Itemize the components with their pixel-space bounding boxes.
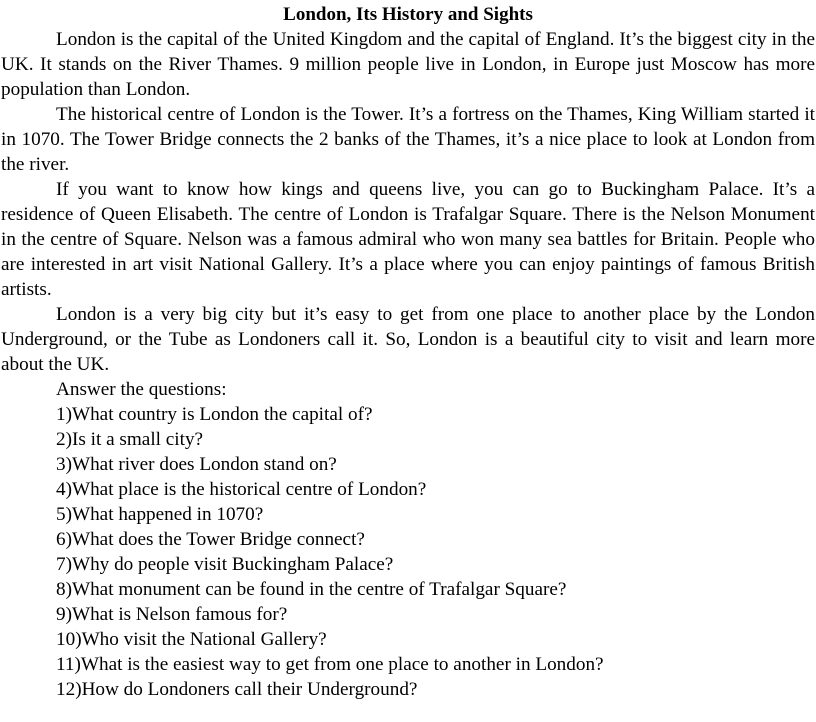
paragraph-underground: London is a very big city but it’s easy to get from one place to another place by the London Underground, or the Tube as Londoners call it. So, London is a beautiful city to visit and learn more about the UK.	[1, 304, 815, 375]
question-item: 9)What is Nelson famous for?	[56, 604, 288, 625]
questions-list	[1, 402, 815, 702]
question-item: 8)What monument can be found in the centre of Trafalgar Square?	[56, 579, 567, 600]
question-item: 5)What happened in 1070?	[56, 504, 264, 525]
question-item: 6)What does the Tower Bridge connect?	[56, 529, 365, 550]
question-item: 11)What is the easiest way to get from one place to another in London?	[56, 654, 604, 675]
question-item: 2)Is it a small city?	[56, 429, 204, 450]
document-title: London, Its History and Sights	[283, 4, 533, 25]
question-item: 7)Why do people visit Buckingham Palace?	[56, 554, 394, 575]
paragraph-intro: London is the capital of the United Kingdom and the capital of England. It’s the biggest city in the UK. It stands on the River Thames. 9 million people live in London, in Europe just Moscow has more population than London.	[1, 29, 815, 100]
paragraph-tower: The historical centre of London is the Tower. It’s a fortress on the Thames, King William started it in 1070. The Tower Bridge connects the 2 banks of the Thames, it’s a nice place to look at London from the river.	[1, 104, 815, 175]
question-item: 10)Who visit the National Gallery?	[56, 629, 327, 650]
paragraph-sights: If you want to know how kings and queens live, you can go to Buckingham Palace. It’s a residence of Queen Elisabeth. The centre of London is Trafalgar Square. There is the Nelson Monument in the centre of Square. Nelson was a famous admiral who won many sea battles for Britain. People who are interested in art visit National Gallery. It’s a place where you can enjoy paintings of famous British artists.	[1, 179, 815, 300]
question-item: 4)What place is the historical centre of London?	[56, 479, 427, 500]
questions-heading: Answer the questions:	[56, 379, 227, 400]
question-item: 3)What river does London stand on?	[56, 454, 337, 475]
question-item: 1)What country is London the capital of?	[56, 404, 373, 425]
question-item: 12)How do Londoners call their Underground?	[56, 679, 418, 700]
